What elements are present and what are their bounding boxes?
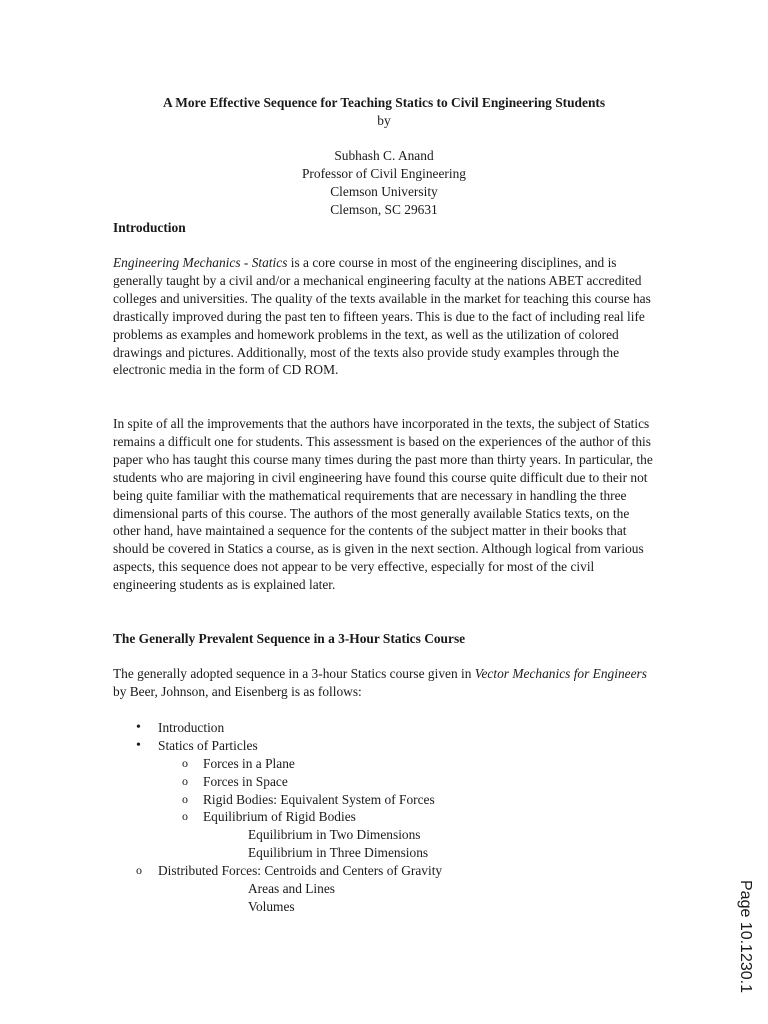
- list-item-text: Introduction: [158, 720, 225, 735]
- list-item: [113, 862, 673, 880]
- sub-bullet-marker: o: [136, 863, 142, 878]
- list-item-text: Forces in Space: [203, 773, 288, 789]
- list-item: [113, 773, 673, 791]
- list-item: [113, 791, 673, 809]
- list-item-text: Distributed Forces: Centroids and Centers of Gravity: [158, 863, 443, 879]
- intro-paragraph-2: In spite of all the improvements that the authors have incorporated in the texts, the subject of Statics remains a difficult one for students. This assessment is based on the experiences of the author of this paper who has taught this course many times during the past more than thirty years. In particular, the students who are majoring in civil engineering have found this course quite difficult due to their not being quite familiar with the mathematical requirements that are necessary in handling the three dimensional parts of this course. The authors of the most generally available Statics texts, on the other hand, have maintained a sequence for the contents of the subject matter in their books that should be covered in Statics a course, as is given in the next section. Although logical from various aspects, this sequence does not appear to be very effective, especially for most of the civil engineering students as is explained later.: [113, 416, 653, 593]
- sequence-paragraph: [113, 665, 658, 701]
- sequence-heading: The Generally Prevalent Sequence in a 3-Hour Statics Course: [113, 631, 466, 646]
- list-item: [113, 898, 673, 916]
- list-item-text: Rigid Bodies: Equivalent System of Forces: [203, 791, 435, 807]
- list-item: [113, 755, 673, 773]
- sub-bullet-marker: o: [182, 791, 188, 806]
- list-item-text: Equilibrium of Rigid Bodies: [203, 809, 356, 825]
- list-item-text: Equilibrium in Three Dimensions: [248, 845, 429, 861]
- sub-bullet-marker: o: [182, 773, 188, 788]
- list-item-text: Volumes: [248, 898, 295, 914]
- sub-bullet-marker: o: [182, 809, 188, 824]
- bullet-marker: •: [136, 720, 141, 735]
- list-item: [113, 826, 673, 844]
- list-item-text: Equilibrium in Two Dimensions: [248, 827, 421, 843]
- author-institution: Clemson University: [330, 184, 438, 199]
- sequence-paragraph-end: by Beer, Johnson, and Eisenberg is as follows:: [113, 683, 362, 699]
- list-item-text: Statics of Particles: [158, 737, 258, 753]
- intro-paragraph-1-text: is a core course in most of the engineering disciplines, and is generally taught by a civil and/or a mechanical engineering faculty at the nations ABET accredited colleges and universities. The quality of the texts available in the market for teaching this course has drastically improved during the past ten to fifteen years. This is due to the fact of including real life problems as examples and homework problems in the text, as well as the utilization of colored drawings and pictures. Additionally, most of the texts also provide study examples through the electronic media in the form of CD ROM.: [113, 255, 651, 378]
- course-title-emphasis: Engineering Mechanics - Statics: [113, 255, 288, 270]
- list-item-text: Forces in a Plane: [203, 755, 295, 771]
- paper-title: A More Effective Sequence for Teaching Statics to Civil Engineering Students: [162, 95, 606, 110]
- page-number-stamp: [730, 880, 768, 993]
- list-item: [113, 737, 673, 755]
- list-item: [113, 844, 673, 862]
- sequence-paragraph-start: The generally adopted sequence in a 3-hour Statics course given in: [113, 666, 475, 681]
- page-number-text: Page 10.1230.1: [736, 880, 754, 993]
- intro-paragraph-1: [113, 254, 658, 379]
- book-title-emphasis: Vector Mechanics for Engineers: [474, 666, 647, 681]
- author-name: Subhash C. Anand: [334, 148, 434, 163]
- course-outline: [113, 719, 673, 916]
- list-item: [113, 880, 673, 898]
- list-item-text: Areas and Lines: [248, 881, 336, 897]
- sub-bullet-marker: o: [182, 755, 188, 770]
- author-position: Professor of Civil Engineering: [301, 166, 466, 181]
- list-item: [113, 719, 673, 737]
- bullet-marker: •: [136, 737, 141, 753]
- author-location: Clemson, SC 29631: [330, 202, 438, 217]
- list-item: [113, 808, 673, 826]
- byline: by: [377, 113, 391, 128]
- introduction-heading: Introduction: [113, 220, 186, 235]
